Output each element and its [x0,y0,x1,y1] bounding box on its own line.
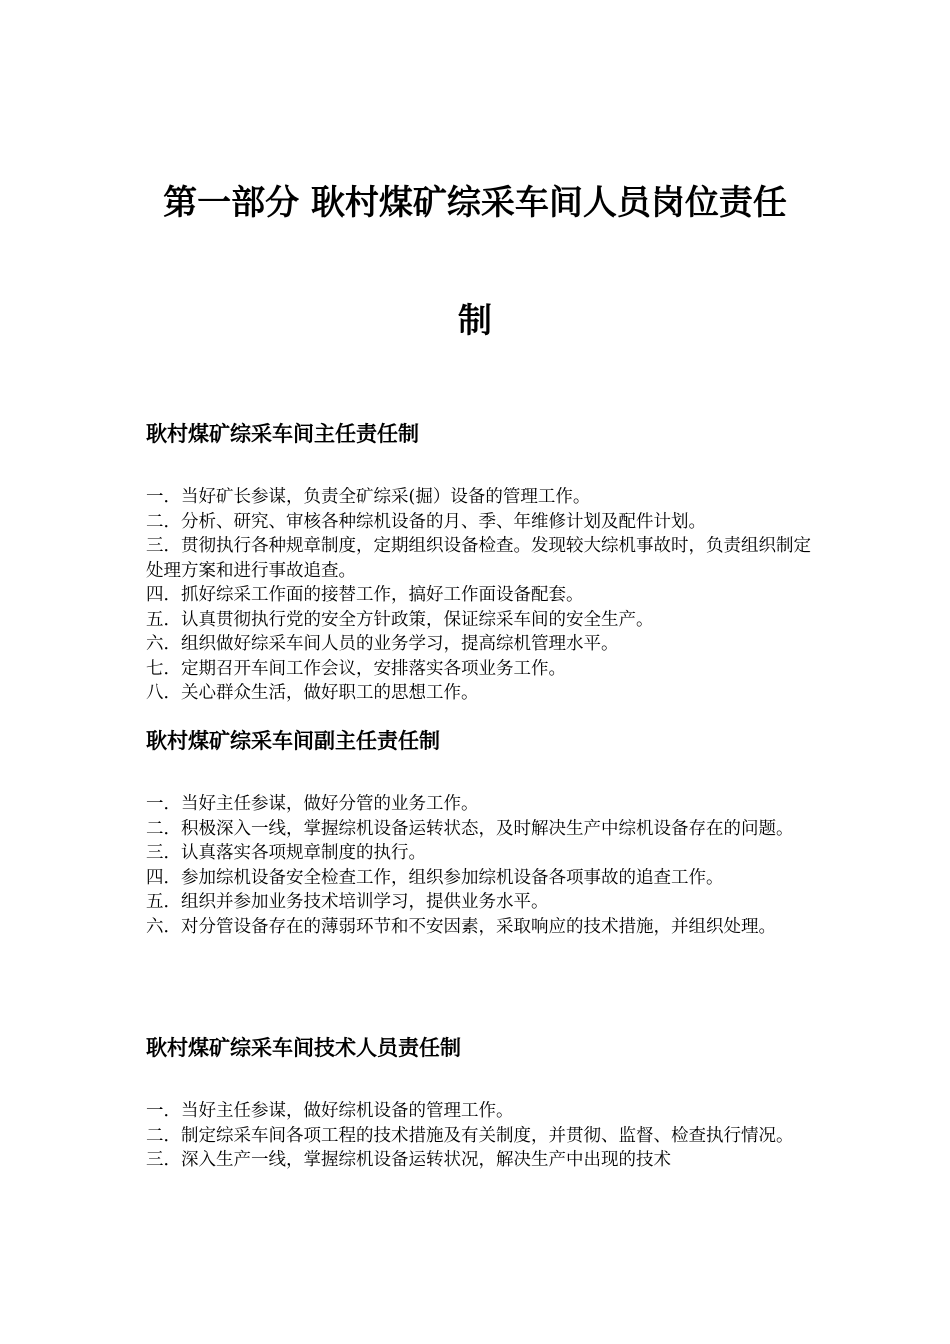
document-title-line-2: 制 [458,301,492,341]
list-item: 六．对分管设备存在的薄弱环节和不安因素，采取响应的技术措施，并组织处理。 [146,916,776,937]
section-technician-responsibility [146,1034,826,1173]
list-item: 四．参加综机设备安全检查工作，组织参加综机设备各项事故的追查工作。 [146,867,724,888]
list-item: 三．认真落实各项规章制度的执行。 [146,843,426,863]
list-item: 一．当好主任参谋，做好综机设备的管理工作。 [146,1101,514,1121]
section-heading: 耿村煤矿综采车间主任责任制 [146,422,419,446]
list-item: 七．定期召开车间工作会议，安排落实各项业务工作。 [146,658,566,679]
document-title-line-1: 第一部分 耿村煤矿综采车间人员岗位责任 [163,183,787,223]
responsibility-list [146,792,826,939]
list-item: 一．当好主任参谋，做好分管的业务工作。 [146,794,479,814]
list-item: 五．组织并参加业务技术培训学习，提供业务水平。 [146,892,549,912]
list-item: 四．抓好综采工作面的接替工作，搞好工作面设备配套。 [146,585,584,605]
list-item: 六．组织做好综采车间人员的业务学习，提高综机管理水平。 [146,634,619,654]
responsibility-list [146,485,826,706]
list-item: 二．积极深入一线，掌握综机设备运转状态，及时解决生产中综机设备存在的问题。 [146,818,794,839]
list-item: 一．当好矿长参谋，负责全矿综采(掘）设备的管理工作。 [146,487,591,507]
section-deputy-director-responsibility [146,727,826,939]
list-item: 五．认真贯彻执行党的安全方针政策，保证综采车间的安全生产。 [146,609,654,630]
list-item: 二．制定综采车间各项工程的技术措施及有关制度，并贯彻、监督、检查执行情况。 [146,1125,794,1146]
list-item: 三．深入生产一线，掌握综机设备运转状况，解决生产中出现的技术 [146,1150,671,1170]
list-item: 二．分析、研究、审核各种综机设备的月、季、年维修计划及配件计划。 [146,511,706,532]
list-item: 八．关心群众生活，做好职工的思想工作。 [146,683,479,703]
responsibility-list [146,1099,826,1173]
section-heading: 耿村煤矿综采车间技术人员责任制 [146,1036,461,1060]
section-director-responsibility [146,420,826,706]
list-item: 三．贯彻执行各种规章制度，定期组织设备检查。发现较大综机事故时，负责组织制定处理方案和进行事故追查。 [146,536,811,581]
section-heading: 耿村煤矿综采车间副主任责任制 [146,729,440,753]
